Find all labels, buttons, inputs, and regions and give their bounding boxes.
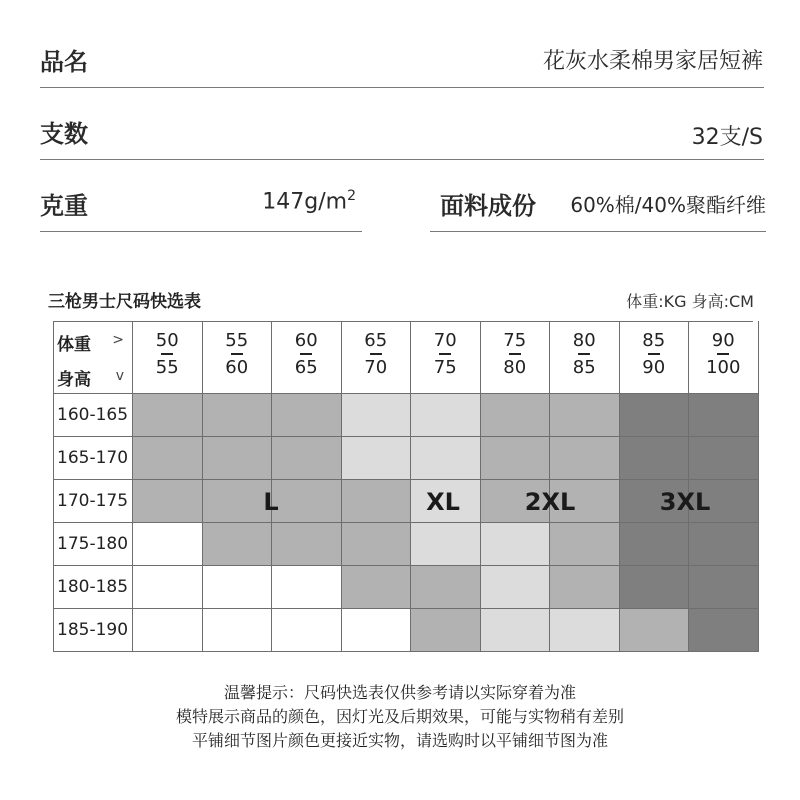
range-dash-icon: [300, 353, 312, 355]
product-name-value: 花灰水柔棉男家居短裤: [542, 49, 763, 74]
size-cell: [203, 609, 273, 652]
range-dash-icon: [439, 353, 451, 355]
size-zone-label: L: [263, 488, 279, 516]
range-dash-icon: [370, 353, 382, 355]
product-name-label: 品名: [40, 48, 88, 76]
height-axis-label: 身高: [57, 370, 91, 390]
size-cell: [620, 437, 690, 480]
height-range-label: 185-190: [53, 609, 133, 652]
range-dash-icon: [509, 353, 521, 355]
weight-range-max: 70: [364, 357, 388, 378]
size-cell: [272, 394, 342, 437]
size-cell: [620, 566, 690, 609]
size-cell: [203, 480, 273, 523]
height-range-label: 170-175: [53, 480, 133, 523]
table-corner-header: [53, 321, 133, 394]
height-range-label: 175-180: [53, 523, 133, 566]
weight-range-max: 65: [294, 357, 318, 378]
weight-range-header: [620, 321, 690, 394]
size-cell: [550, 609, 620, 652]
range-dash-icon: [161, 353, 173, 355]
weight-range-max: 85: [572, 357, 596, 378]
size-cell: [133, 437, 203, 480]
size-cell: [342, 437, 412, 480]
size-chart-table: [53, 321, 753, 652]
weight-range-header: [411, 321, 481, 394]
height-range-label: 160-165: [53, 394, 133, 437]
weight-range-max: 80: [503, 357, 527, 378]
weight-range-min: 65: [364, 330, 388, 351]
size-chart-title: 三枪男士尺码快选表: [48, 292, 201, 312]
weight-range-header: [481, 321, 551, 394]
size-cell: [272, 609, 342, 652]
weight-range-min: 85: [642, 330, 666, 351]
size-cell: [689, 437, 759, 480]
weight-range-min: 55: [225, 330, 249, 351]
weight-range-min: 50: [155, 330, 179, 351]
size-cell: [481, 394, 551, 437]
size-cell: [689, 523, 759, 566]
size-cell: [342, 523, 412, 566]
size-cell: [550, 523, 620, 566]
size-cell: [203, 394, 273, 437]
notes: [0, 681, 800, 753]
size-cell: [133, 523, 203, 566]
weight-range-min: 70: [433, 330, 457, 351]
range-dash-icon: [578, 353, 590, 355]
divider: [40, 159, 764, 160]
size-cell: [342, 480, 412, 523]
height-range-label: 180-185: [53, 566, 133, 609]
note-line: 模特展示商品的颜色，因灯光及后期效果，可能与实物稍有差别: [175, 707, 624, 726]
note-line: 平铺细节图片颜色更接近实物，请选购时以平铺细节图为准: [191, 731, 608, 750]
size-cell: [203, 566, 273, 609]
size-cell: [481, 609, 551, 652]
weight-range-min: 60: [294, 330, 318, 351]
height-axis-arrow-icon: v: [115, 368, 124, 384]
size-cell: [203, 523, 273, 566]
weight-range-max: 75: [433, 357, 457, 378]
size-cell: [133, 480, 203, 523]
size-cell: [342, 566, 412, 609]
fabric-value: 60%棉/40%聚酯纤维: [570, 193, 766, 217]
weight-axis-arrow-icon: >: [112, 332, 124, 348]
range-dash-icon: [231, 353, 243, 355]
size-zone-label: 2XL: [524, 488, 576, 516]
yarn-count-label: 支数: [40, 120, 88, 148]
size-cell: [411, 437, 481, 480]
size-cell: [689, 566, 759, 609]
note-line: 温馨提示：尺码快选表仅供参考请以实际穿着为准: [223, 683, 576, 702]
weight-unit-superscript: 2: [347, 188, 356, 204]
divider: [430, 231, 766, 232]
weight-range-header: [689, 321, 759, 394]
weight-range-max: 60: [225, 357, 249, 378]
size-cell: [620, 523, 690, 566]
size-cell: [689, 609, 759, 652]
size-cell: [342, 394, 412, 437]
yarn-count-value: 32支/S: [691, 125, 763, 150]
size-zone-label: 3XL: [659, 488, 711, 516]
weight-range-max: 90: [642, 357, 666, 378]
size-cell: [133, 394, 203, 437]
size-cell: [620, 609, 690, 652]
weight-range-min: 80: [572, 330, 596, 351]
range-dash-icon: [717, 353, 729, 355]
size-cell: [411, 566, 481, 609]
size-cell: [550, 437, 620, 480]
weight-range-header: [550, 321, 620, 394]
fabric-label: 面料成份: [440, 192, 536, 220]
size-cell: [550, 566, 620, 609]
weight-range-header: [203, 321, 273, 394]
weight-range-header: [272, 321, 342, 394]
weight-value: [262, 188, 356, 214]
size-cell: [481, 523, 551, 566]
size-cell: [411, 394, 481, 437]
weight-range-max: 55: [155, 357, 179, 378]
height-range-label: 165-170: [53, 437, 133, 480]
weight-value-text: 147g/m: [262, 189, 348, 215]
range-dash-icon: [648, 353, 660, 355]
weight-range-header: [342, 321, 412, 394]
weight-range-max: 100: [706, 357, 741, 378]
weight-label: 克重: [40, 192, 88, 220]
weight-range-min: 90: [711, 330, 735, 351]
size-cell: [481, 566, 551, 609]
size-cell: [133, 566, 203, 609]
size-zone-label: XL: [426, 488, 460, 516]
size-chart-units: 体重:KG 身高:CM: [626, 292, 754, 311]
size-cell: [620, 394, 690, 437]
size-cell: [411, 523, 481, 566]
size-cell: [272, 480, 342, 523]
divider: [40, 87, 764, 88]
weight-axis-label: 体重: [57, 335, 91, 355]
size-cell: [342, 609, 412, 652]
size-cell: [203, 437, 273, 480]
weight-range-header: [133, 321, 203, 394]
size-cell: [272, 523, 342, 566]
divider: [40, 231, 362, 232]
size-cell: [481, 437, 551, 480]
size-cell: [133, 609, 203, 652]
size-cell: [272, 566, 342, 609]
size-cell: [689, 394, 759, 437]
size-cell: [550, 394, 620, 437]
weight-range-min: 75: [503, 330, 527, 351]
size-cell: [272, 437, 342, 480]
size-cell: [411, 609, 481, 652]
